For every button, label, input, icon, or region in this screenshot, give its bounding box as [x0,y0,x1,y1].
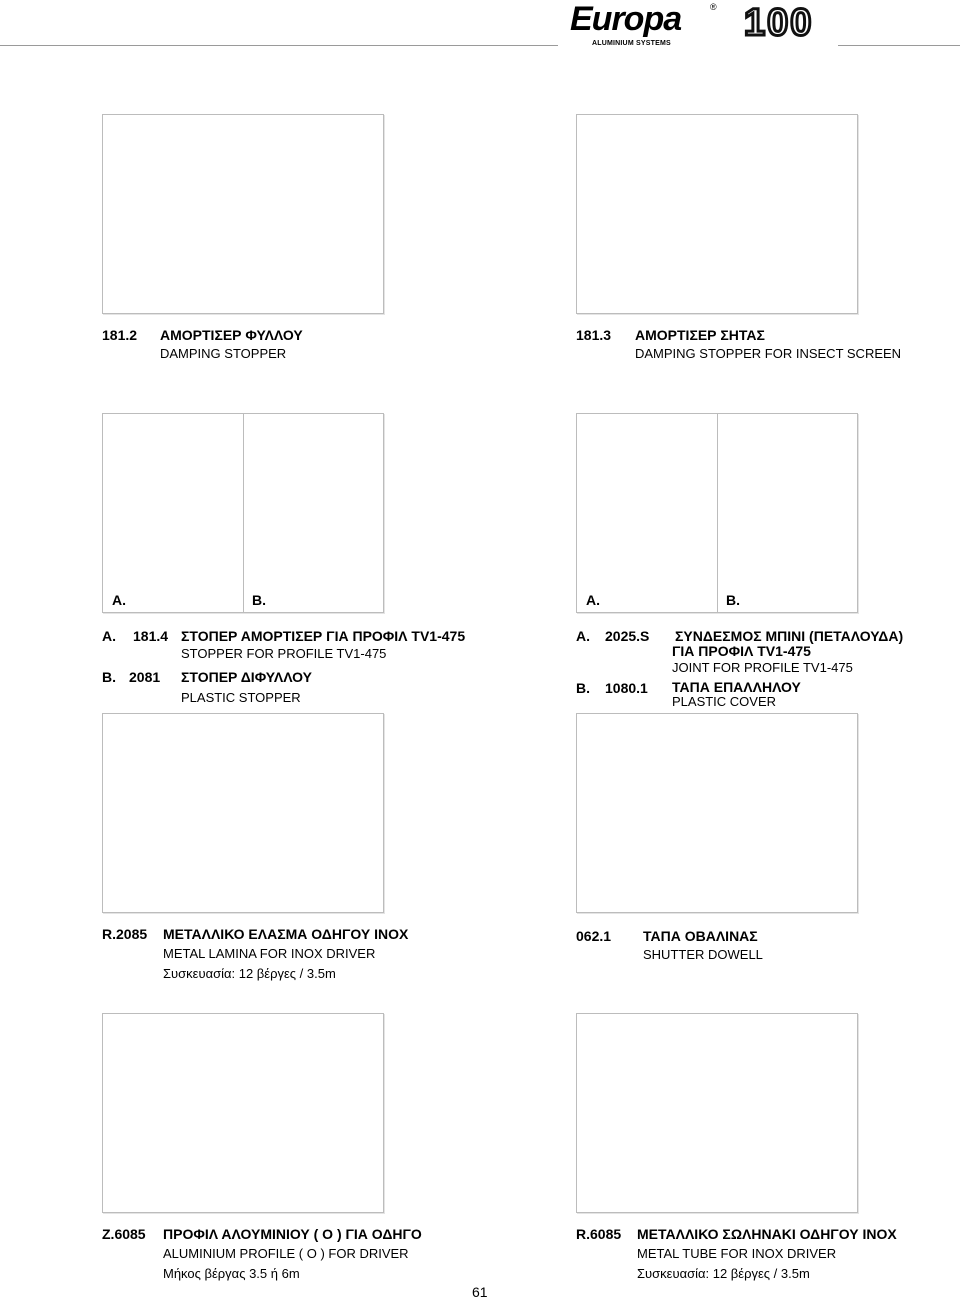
image-box-181-4 [102,413,384,613]
item-title-en: DAMPING STOPPER FOR INSECT SCREEN [635,346,902,361]
item-title-gr: ΓΙΑ ΠΡΟΦΙΛ TV1-475 [672,643,811,659]
item-code: 181.4 [133,628,169,644]
item-prefix: A. [102,628,116,644]
header-rule-left [0,45,558,46]
image-box-z-6085 [102,1013,384,1213]
image-box-2025-s [576,413,858,613]
item-code: 181.3 [576,327,612,343]
image-label-b: B. [252,592,266,608]
item-code: Z.6085 [102,1226,146,1242]
item-title-gr: ΜΕΤΑΛΛΙΚΟ ΕΛΑΣΜΑ ΟΔΗΓΟΥ INOX [163,926,409,942]
item-title-en: SHUTTER DOWELL [643,947,763,962]
image-box-181-3 [576,114,858,314]
image-label-b: B. [726,592,740,608]
item-title-gr: ΣΥΝΔΕΣΜΟΣ ΜΠΙΝΙ (ΠΕΤΑΛΟΥΔΑ) [675,628,904,644]
anniversary-100-logo: 100 [744,2,814,44]
item-code: 062.1 [576,928,612,944]
europa-logo [570,2,720,50]
image-box-062-1 [576,713,858,913]
item-title-en: PLASTIC STOPPER [181,690,301,705]
item-prefix: A. [576,628,590,644]
item-title-en: STOPPER FOR PROFILE TV1-475 [181,646,387,661]
item-length: Μήκος βέργας 3.5 ή 6m [163,1266,300,1281]
item-title-gr: ΑΜΟΡΤΙΣΕΡ ΦΥΛΛΟΥ [160,327,303,343]
image-box-r-2085 [102,713,384,913]
item-title-en: DAMPING STOPPER [160,346,287,361]
item-title-gr: ΠΡΟΦΙΛ ΑΛΟΥΜΙΝΙΟΥ ( Ο ) ΓΙΑ ΟΔΗΓΟ [163,1226,422,1242]
item-title-gr: ΤΑΠΑ ΟΒΑΛΙΝΑΣ [643,928,758,944]
item-title-gr: ΑΜΟΡΤΙΣΕΡ ΣΗΤΑΣ [635,327,765,343]
item-title-en: JOINT FOR PROFILE TV1-475 [672,660,853,675]
image-label-a: A. [586,592,600,608]
item-code: R.6085 [576,1226,622,1242]
item-code: 2081 [129,669,161,685]
registered-mark: ® [710,2,717,12]
item-title-gr: ΣΤΟΠΕΡ ΔΙΦΥΛΛΟΥ [181,669,313,685]
item-code: 181.2 [102,327,138,343]
item-title-en: PLASTIC COVER [672,694,777,709]
item-prefix: B. [102,669,116,685]
image-box-r-6085 [576,1013,858,1213]
page-number: 61 [472,1284,488,1300]
item-packaging: Συσκευασία: 12 βέργες / 3.5m [637,1266,810,1281]
item-title-gr: ΜΕΤΑΛΛΙΚΟ ΣΩΛΗΝΑΚΙ ΟΔΗΓΟΥ INOX [637,1226,897,1242]
item-code: R.2085 [102,926,148,942]
image-label-a: A. [112,592,126,608]
item-title-en: METAL TUBE FOR INOX DRIVER [637,1246,837,1261]
brand-name: Europa [570,0,682,38]
item-code: 1080.1 [605,680,648,696]
image-divider [243,414,244,612]
item-prefix: B. [576,680,590,696]
item-title-en: METAL LAMINA FOR INOX DRIVER [163,946,376,961]
item-title-en: ALUMINIUM PROFILE ( O ) FOR DRIVER [163,1246,409,1261]
header-rule-right [838,45,960,46]
image-box-181-2 [102,114,384,314]
item-title-gr: ΤΑΠΑ ΕΠΑΛΛΗΛΟΥ [672,679,801,695]
item-title-gr: ΣΤΟΠΕΡ ΑΜΟΡΤΙΣΕΡ ΓΙΑ ΠΡΟΦΙΛ TV1-475 [181,628,466,644]
item-packaging: Συσκευασία: 12 βέργες / 3.5m [163,966,336,981]
item-code: 2025.S [605,628,650,644]
brand-subtitle: ALUMINIUM SYSTEMS [592,40,671,47]
image-divider [717,414,718,612]
